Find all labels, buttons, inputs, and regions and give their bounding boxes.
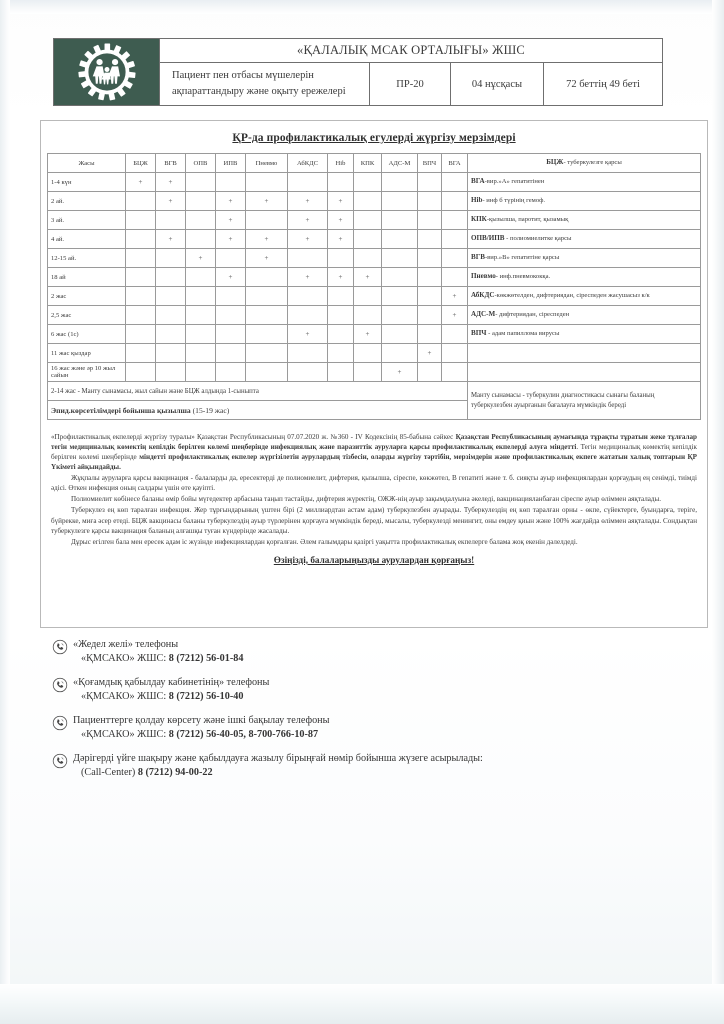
vaccine-mark-cell xyxy=(216,363,246,382)
vaccine-mark-cell: + xyxy=(246,230,288,249)
table-row xyxy=(48,268,701,287)
vaccine-mark-cell xyxy=(156,287,186,306)
phone-icon xyxy=(52,715,68,731)
vaccine-mark-cell xyxy=(126,306,156,325)
vaccine-mark-cell xyxy=(186,230,216,249)
legend-abbr-4: ОПВ/ИПВ xyxy=(471,234,505,243)
vaccine-mark-cell xyxy=(328,344,354,363)
legend-cell-9 xyxy=(468,325,701,344)
vaccine-mark-cell xyxy=(382,173,418,192)
col-header-age: Жасы xyxy=(48,154,126,173)
document-header-table xyxy=(53,38,663,106)
row-age-label: 1-4 күн xyxy=(48,173,126,192)
legend-cell-3 xyxy=(468,211,701,230)
organization-title: «ҚАЛАЛЫҚ МСАК ОРТАЛЫҒЫ» ЖШС xyxy=(160,39,662,63)
legend-abbr-7: АбКДС xyxy=(471,291,495,300)
vaccine-mark-cell xyxy=(418,268,442,287)
vaccine-mark-cell xyxy=(186,287,216,306)
contact-number-line xyxy=(73,766,483,780)
p1-part-d: міндетті профилактикалық екпелер жүргізілетін аурулардың тізбесін, оларды жүргізу тәртібін, мерзімдерін және профилактикалық екпеге жататын халық топтарын ҚР Үкіметі айқындайды. xyxy=(51,453,698,472)
phone-icon xyxy=(52,639,68,655)
vaccine-mark-cell xyxy=(288,344,328,363)
phone-icon xyxy=(52,753,68,769)
vaccine-mark-cell xyxy=(126,325,156,344)
schedule-table-body xyxy=(48,173,701,382)
vaccine-mark-cell xyxy=(442,192,468,211)
vaccine-mark-cell xyxy=(186,325,216,344)
vaccine-mark-cell xyxy=(382,344,418,363)
vaccine-mark-cell xyxy=(382,192,418,211)
vaccine-mark-cell xyxy=(418,249,442,268)
vaccine-mark-cell xyxy=(288,173,328,192)
vaccine-mark-cell xyxy=(126,287,156,306)
vaccine-mark-cell xyxy=(354,230,382,249)
vaccine-mark-cell xyxy=(442,363,468,382)
contact-number-line xyxy=(73,690,269,704)
contact-item xyxy=(52,752,692,781)
schedule-table-head xyxy=(48,154,701,173)
vaccine-mark-cell: + xyxy=(156,230,186,249)
table-row-mantu-note xyxy=(48,382,701,401)
legend-cell-2 xyxy=(468,192,701,211)
vaccine-mark-cell xyxy=(126,249,156,268)
vaccine-mark-cell xyxy=(186,192,216,211)
legend-text-3: -қызылша, паротит, қызамық xyxy=(486,216,569,224)
legend-text-6: - инф.пневмококқа. xyxy=(495,273,551,281)
legend-text-5: -вир.»В» гепатитіне қарсы xyxy=(484,254,560,262)
contact-label: Пациенттерге қолдау көрсету және ішкі бақылау телефоны xyxy=(73,714,330,726)
contact-label: «Жедел желі» телефоны xyxy=(73,639,179,650)
legend-text-2: - инф б түрінің гемоф. xyxy=(482,197,546,205)
col-header-hepa: ВГА xyxy=(442,154,468,173)
vaccine-mark-cell xyxy=(186,306,216,325)
vaccine-mark-cell xyxy=(216,287,246,306)
legend-cell-4 xyxy=(468,230,701,249)
vaccine-mark-cell: + xyxy=(288,230,328,249)
contact-phone-number[interactable]: 8 (7212) 56-40-05, 8-700-766-10-87 xyxy=(168,729,319,741)
vaccine-mark-cell xyxy=(442,173,468,192)
vaccine-mark-cell xyxy=(418,287,442,306)
col-header-ipv: ИПВ xyxy=(216,154,246,173)
legend-abbr-5: ВГВ xyxy=(471,253,485,262)
vaccine-mark-cell: + xyxy=(216,192,246,211)
vaccine-mark-cell xyxy=(156,268,186,287)
vaccine-mark-cell xyxy=(216,173,246,192)
document-page-info: 72 беттің 49 беті xyxy=(566,78,640,90)
schedule-table-foot xyxy=(48,382,701,420)
vaccine-mark-cell xyxy=(288,287,328,306)
contact-org-prefix: «ҚМСАКО» ЖШС: xyxy=(81,691,169,703)
vaccine-mark-cell xyxy=(442,325,468,344)
vaccine-mark-cell: + xyxy=(354,268,382,287)
table-row xyxy=(48,306,701,325)
vaccine-mark-cell xyxy=(186,363,216,382)
mantu-note: 2-14 жас - Манту сынамасы, жыл сайын және БЦЖ алдында 1-сыныпта xyxy=(48,382,468,401)
table-row xyxy=(48,173,701,192)
slogan: Өзіңізді, балаларыңызды аурулардан қорғаңыз! xyxy=(273,554,475,565)
vaccine-mark-cell: + xyxy=(216,230,246,249)
body-text xyxy=(47,432,701,567)
contact-lines xyxy=(73,752,483,781)
contact-org-prefix: «ҚМСАКО» ЖШС: xyxy=(81,729,169,741)
legend-abbr-3: КПК xyxy=(471,215,487,224)
row-age-label: 2 ай. xyxy=(48,192,126,211)
legend-text-4: - полиомиелитке қарсы xyxy=(504,235,572,243)
vaccine-mark-cell xyxy=(126,192,156,211)
vaccine-mark-cell: + xyxy=(288,211,328,230)
vaccine-mark-cell xyxy=(126,230,156,249)
row-age-label: 16 жас және әр 10 жыл сайын xyxy=(48,363,126,382)
vaccine-mark-cell xyxy=(246,344,288,363)
vaccine-mark-cell xyxy=(382,325,418,344)
table-row xyxy=(48,192,701,211)
legend-cell-0 xyxy=(468,154,701,173)
vaccine-mark-cell xyxy=(328,306,354,325)
vaccine-mark-cell: + xyxy=(418,344,442,363)
vaccine-mark-cell xyxy=(246,306,288,325)
table-row xyxy=(48,230,701,249)
paragraph-5: Дұрыс егілген бала мен ересек адам іс жүзінде инфекциялардан қорғалған. Әлем ғалымдары қазіргі уақытта профилактикалық екпелерге балама жоқ екенін дәлелдеді. xyxy=(71,537,578,546)
col-header-dtap: АбКДС xyxy=(288,154,328,173)
mantu-legend-text: Манту сынамасы - туберкулин диагностикасы сынағы баланың туберкулезбен ауырғанын бағалауға мүмкіндік береді xyxy=(471,391,655,409)
vaccine-mark-cell xyxy=(126,363,156,382)
vaccine-mark-cell: + xyxy=(442,287,468,306)
scan-edge-right xyxy=(712,0,724,1024)
vaccine-mark-cell xyxy=(382,287,418,306)
vaccine-mark-cell: + xyxy=(288,192,328,211)
row-age-label: 6 жас (1с) xyxy=(48,325,126,344)
vaccine-mark-cell xyxy=(442,249,468,268)
vaccine-mark-cell xyxy=(288,249,328,268)
vaccine-mark-cell xyxy=(328,173,354,192)
vaccine-mark-cell xyxy=(418,306,442,325)
document-version: 04 нұсқасы xyxy=(451,63,544,105)
contact-lines xyxy=(73,714,329,743)
vaccine-mark-cell xyxy=(246,363,288,382)
contact-item xyxy=(52,638,692,667)
contact-phone-number[interactable]: 8 (7212) 94-00-22 xyxy=(137,767,213,779)
col-header-hepb: ВГВ xyxy=(156,154,186,173)
contact-number-line xyxy=(73,652,243,666)
contact-label: Дәрігерді үйге шақыру және қабылдауға жазылу бірыңғай нөмір бойынша жүзеге асырылады: xyxy=(73,752,483,764)
vaccine-mark-cell xyxy=(246,287,288,306)
vaccine-mark-cell xyxy=(288,363,328,382)
vaccine-mark-cell: + xyxy=(156,173,186,192)
vaccine-mark-cell xyxy=(354,249,382,268)
vaccine-mark-cell xyxy=(382,211,418,230)
vaccine-mark-cell xyxy=(246,173,288,192)
content-frame xyxy=(40,120,708,628)
col-header-mmr: КПК xyxy=(354,154,382,173)
vaccine-mark-cell xyxy=(382,268,418,287)
epid-note xyxy=(48,401,468,420)
vaccine-mark-cell xyxy=(418,325,442,344)
contact-item xyxy=(52,714,692,743)
col-header-hib: Hib xyxy=(328,154,354,173)
family-gear-logo-icon xyxy=(74,41,140,103)
contact-phone-number[interactable]: 8 (7212) 56-10-40 xyxy=(168,691,244,703)
header-text-area xyxy=(160,39,662,105)
table-row xyxy=(48,211,701,230)
col-header-bcg: БЦЖ xyxy=(126,154,156,173)
vaccine-mark-cell: + xyxy=(288,268,328,287)
vaccine-mark-cell xyxy=(418,211,442,230)
legend-cell-1 xyxy=(468,173,701,192)
row-age-label: 3 ай. xyxy=(48,211,126,230)
table-row xyxy=(48,344,701,363)
vaccine-mark-cell xyxy=(186,211,216,230)
vaccine-mark-cell xyxy=(354,173,382,192)
p1-part-a: «Профилактикалық екпелерді жүргізу туралы» Қазақстан Республикасының 07.07.2020 ж. №360 - IV Кодексінің 85-бабына сәйкес xyxy=(51,433,456,441)
mantu-legend xyxy=(468,382,701,420)
vaccine-mark-cell xyxy=(328,287,354,306)
table-row xyxy=(48,249,701,268)
legend-cell-5 xyxy=(468,249,701,268)
vaccine-mark-cell xyxy=(442,344,468,363)
table-row xyxy=(48,287,701,306)
col-header-pneumo: Пневмо xyxy=(246,154,288,173)
paragraph-4: Туберкулез ең көп таралған инфекция. Жер тұрғындарының үштен бірі (2 миллиардтан астам адам) туберкулезбен ауырады. Туберкулездің ең көп таралған орны - өкпе, сүйектерге, буындарға, теріге, бүйрекке, миға әсер етеді. БЦЖ вакцинасы баланы туберкулездің ауыр түрлерінен қорғауға мүмкіндік береді, мысалы, туберкулезді менингит, оны емдеу қиын және 100% жағдайда өліммен аяқталады. Сондықтан туберкулезге қарсы вакцинация баланың алғашқы туған күндерінде жасалады. xyxy=(51,506,697,535)
p1-part-c: . Тегін медициналық көмектің кепілдік берілген көлемі шеңберінде xyxy=(51,443,697,462)
col-header-adsm: АДС-М xyxy=(382,154,418,173)
vaccination-schedule-table xyxy=(47,153,701,420)
scan-edge-bottom xyxy=(0,984,724,1024)
vaccine-mark-cell xyxy=(156,306,186,325)
row-age-label: 18 ай xyxy=(48,268,126,287)
vaccine-mark-cell: + xyxy=(288,325,328,344)
table-row xyxy=(48,325,701,344)
vaccine-mark-cell xyxy=(354,363,382,382)
vaccine-mark-cell xyxy=(354,287,382,306)
contact-number-line xyxy=(73,728,329,742)
legend-text-1: -вир.»А» гепатитінен xyxy=(484,178,545,186)
vaccine-mark-cell xyxy=(216,344,246,363)
legend-text-7: -көкжөтелден, дифтериядан, сіреспеден жасушасыз к/к xyxy=(494,292,650,300)
row-age-label: 12-15 ай. xyxy=(48,249,126,268)
vaccine-mark-cell xyxy=(126,344,156,363)
col-header-hpv: ВПЧ xyxy=(418,154,442,173)
vaccine-mark-cell xyxy=(418,363,442,382)
vaccine-mark-cell: + xyxy=(246,192,288,211)
legend-text-9: - адам папиллома вирусы xyxy=(486,330,560,338)
epid-note-rest: (15-19 жас) xyxy=(190,405,230,415)
vaccine-mark-cell xyxy=(216,306,246,325)
legend-text-8: - дифтериядан, сіреспеден xyxy=(495,311,570,319)
vaccine-mark-cell: + xyxy=(246,249,288,268)
contact-lines xyxy=(73,676,269,705)
schedule-title: ҚР-да профилактикалық егулерді жүргізу мерзімдері xyxy=(232,132,516,144)
vaccine-mark-cell: + xyxy=(328,211,354,230)
paragraph-3: Полиомиелит көбінесе баланы өмір бойы мүгедектер арбасына таңып тастайды, дифтерия жүректің, ОЖЖ-нің ауыр зақымдалуына әкеледі, вакцинацияланбаған сіреспе ауыр өліммен аяқталады. xyxy=(71,495,662,504)
vaccine-mark-cell: + xyxy=(354,325,382,344)
row-age-label: 2,5 жас xyxy=(48,306,126,325)
vaccine-mark-cell: + xyxy=(216,211,246,230)
legend-abbr-1: ВГА xyxy=(471,177,485,186)
vaccine-mark-cell xyxy=(328,249,354,268)
vaccine-mark-cell xyxy=(382,306,418,325)
vaccine-mark-cell xyxy=(156,344,186,363)
legend-abbr-2: Hib xyxy=(471,196,483,205)
epid-note-bold: Эпид.көрсетілімдері бойынша қызылша xyxy=(51,405,191,415)
p1-part-b: Қазақстан Республикасының аумағында тұрақты тұратын жеке тұлғалар тегін медициналық көмектің кепілдік берілген көлемі шеңберінде инфекциялық және паразиттік ауруларға қарсы профилактикалық екпелерді алуға міндетті xyxy=(51,433,697,452)
legend-text-0: - туберкулезге қарсы xyxy=(563,159,622,167)
row-age-label: 4 ай. xyxy=(48,230,126,249)
vaccine-mark-cell xyxy=(288,306,328,325)
vaccine-mark-cell xyxy=(156,325,186,344)
vaccine-mark-cell xyxy=(354,344,382,363)
col-header-opv: ОПВ xyxy=(186,154,216,173)
paragraph-1 xyxy=(51,432,697,472)
vaccine-mark-cell: + xyxy=(328,230,354,249)
table-header-row xyxy=(48,154,701,173)
vaccine-mark-cell xyxy=(328,325,354,344)
legend-abbr-0: БЦЖ xyxy=(546,158,564,167)
vaccine-mark-cell xyxy=(156,249,186,268)
scan-edge-left xyxy=(0,0,10,1024)
legend-cell-6 xyxy=(468,268,701,287)
vaccine-mark-cell xyxy=(442,268,468,287)
vaccine-mark-cell xyxy=(216,325,246,344)
vaccine-mark-cell xyxy=(354,306,382,325)
contact-item xyxy=(52,676,692,705)
vaccine-mark-cell: + xyxy=(328,268,354,287)
vaccine-mark-cell xyxy=(186,173,216,192)
legend-cell-7 xyxy=(468,287,701,306)
vaccine-mark-cell xyxy=(418,230,442,249)
contact-phone-number[interactable]: 8 (7212) 56-01-84 xyxy=(168,653,244,665)
vaccine-mark-cell: + xyxy=(442,306,468,325)
vaccine-mark-cell xyxy=(126,268,156,287)
vaccine-mark-cell: + xyxy=(186,249,216,268)
vaccine-mark-cell xyxy=(186,268,216,287)
row-age-label: 11 жас қыздар xyxy=(48,344,126,363)
contact-lines xyxy=(73,638,243,667)
vaccine-mark-cell xyxy=(186,344,216,363)
vaccine-mark-cell xyxy=(442,230,468,249)
vaccine-mark-cell xyxy=(418,192,442,211)
vaccine-mark-cell xyxy=(382,249,418,268)
paragraph-2: Жұқпалы ауруларға қарсы вакцинация - балаларды да, ересектерді де полиомиелит, дифтерия, қызылша, сіреспе, көкжөтел, В гепатиті және т. б. сияқты ауыр инфекциялардан қорғаудың ең сенімді, тиімді әдісі. Өткен инфекция оның салдары үшін өте қауіпті. xyxy=(51,474,697,493)
vaccine-mark-cell xyxy=(328,363,354,382)
vaccine-mark-cell xyxy=(418,173,442,192)
vaccine-mark-cell xyxy=(246,268,288,287)
header-meta-row xyxy=(160,63,662,105)
vaccine-mark-cell xyxy=(156,363,186,382)
vaccine-mark-cell: + xyxy=(216,268,246,287)
vaccine-mark-cell: + xyxy=(328,192,354,211)
contact-org-prefix: «ҚМСАКО» ЖШС: xyxy=(81,653,169,665)
vaccine-mark-cell xyxy=(246,211,288,230)
vaccine-mark-cell xyxy=(216,249,246,268)
contact-label: «Қоғамдық қабылдау кабинетінің» телефоны xyxy=(73,676,270,688)
vaccine-mark-cell xyxy=(126,211,156,230)
phone-icon xyxy=(52,677,68,693)
legend-cell-11 xyxy=(468,363,701,382)
vaccine-mark-cell: + xyxy=(156,192,186,211)
vaccine-mark-cell xyxy=(382,230,418,249)
vaccine-mark-cell xyxy=(442,211,468,230)
organization-logo xyxy=(54,39,160,105)
contact-org-prefix: (Call-Center) xyxy=(81,767,138,779)
row-age-label: 2 жас xyxy=(48,287,126,306)
document-code: ПР-20 xyxy=(370,63,451,105)
vaccine-mark-cell xyxy=(354,192,382,211)
legend-abbr-6: Пневмо xyxy=(471,272,496,281)
scan-edge-top xyxy=(0,0,724,14)
document-description: Пациент пен отбасы мүшелерін ақпараттандыру және оқыту ережелері xyxy=(160,63,370,105)
vaccine-mark-cell: + xyxy=(382,363,418,382)
contacts-list xyxy=(52,638,692,790)
legend-cell-8 xyxy=(468,306,701,325)
vaccine-mark-cell: + xyxy=(126,173,156,192)
table-row xyxy=(48,363,701,382)
vaccine-mark-cell xyxy=(354,211,382,230)
legend-cell-10 xyxy=(468,344,701,363)
vaccine-mark-cell xyxy=(156,211,186,230)
legend-abbr-9: ВПЧ xyxy=(471,329,487,338)
legend-abbr-8: АДС-М xyxy=(471,310,496,319)
vaccine-mark-cell xyxy=(246,325,288,344)
